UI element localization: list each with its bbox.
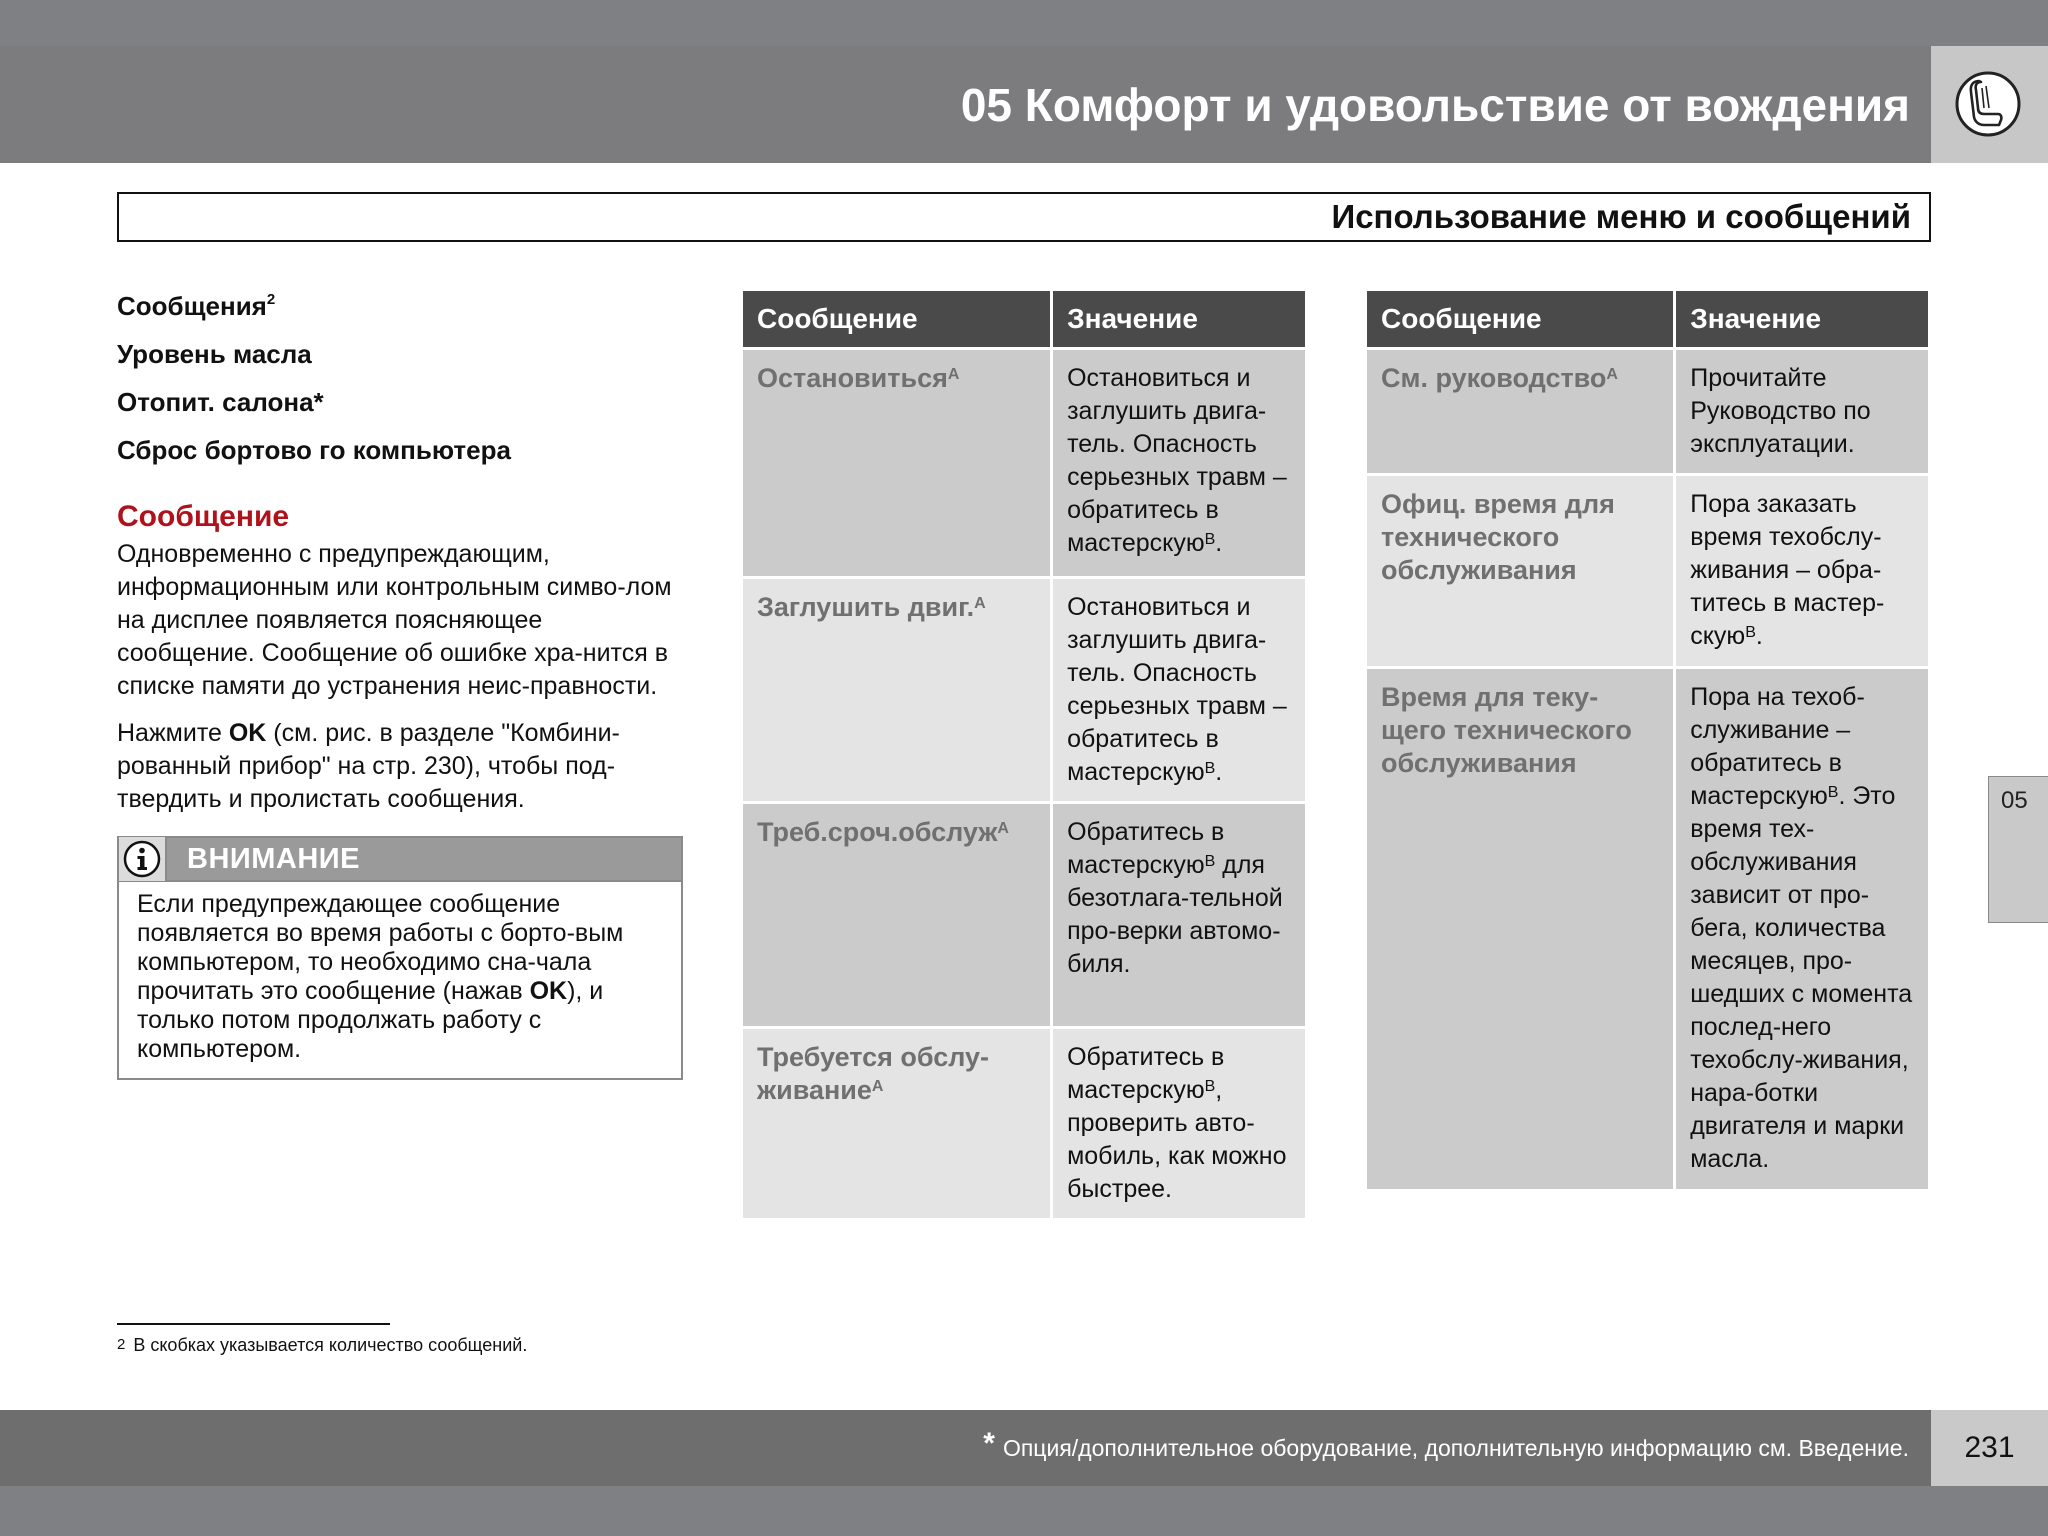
table-row: [743, 1029, 1305, 1218]
message-cell: См. руководство$^A$: [1367, 350, 1673, 473]
message-cell: Офиц. время для технического обслуживания: [1367, 476, 1673, 666]
meaning-cell: Пора на техоб-служивание – обратитесь в мастерскую$^B$. Это время тех-обслуживания зависит от про-бега, количества месяцев, про-шедших с момента послед-него техобслу-живания, нара-ботки двигателя и марки масла.: [1676, 669, 1928, 1189]
menu-item-trip-computer-reset: [117, 430, 683, 478]
message-cell: Заглушить двиг.$^A$: [743, 579, 1050, 801]
column-header-message: Сообщение: [1367, 291, 1673, 347]
top-strip: [0, 0, 2048, 46]
message-cell: Требуется обслу-живание$^A$: [743, 1029, 1050, 1218]
page-number-box: [1931, 1410, 2048, 1486]
ok-key: OK: [529, 977, 568, 1005]
footnote-ref: 2: [266, 291, 276, 308]
menu-list: [117, 286, 683, 478]
footer: [0, 1410, 1931, 1486]
bottom-strip: [0, 1486, 2048, 1536]
table-row: [743, 350, 1305, 576]
message-cell: Треб.сроч.обслуж$^A$: [743, 804, 1050, 1026]
footnote-divider: [117, 1323, 390, 1325]
asterisk: *: [983, 1427, 995, 1460]
seat-icon: [1954, 70, 2022, 138]
info-icon: [123, 840, 161, 878]
message-cell: Время для теку-щего технического обслуживания: [1367, 669, 1673, 1189]
message-instructions: Нажмите OK (см. рис. в разделе "Комбини-рованный прибор" на стр. 230), чтобы под-твердить и пролистать сообщения.: [117, 719, 620, 813]
footnote: [117, 1333, 527, 1359]
column-header-message: Сообщение: [743, 291, 1050, 347]
message-cell: Остановиться$^A$: [743, 350, 1050, 576]
messages-table-left: [740, 288, 1308, 1221]
table-row: [743, 579, 1305, 801]
menu-item-oil-level: [117, 334, 683, 382]
page-number: 231: [1964, 1431, 2015, 1464]
column-header-meaning: Значение: [1676, 291, 1928, 347]
menu-item-label: Сообщения: [117, 291, 267, 321]
messages-table-right: [1364, 288, 1931, 1192]
meaning-cell: Остановиться и заглушить двига-тель. Опасность серьезных травм – обратитесь в мастерскую$^B$.: [1053, 579, 1305, 801]
chapter-header: [0, 46, 1931, 163]
ok-key: OK: [228, 719, 267, 747]
table-row: [743, 804, 1305, 1026]
message-description: Одновременно с предупреждающим, информационным или контрольным симво-лом на дисплее появляется поясняющее сообщение. Сообщение об ошибке хра-нится в списке памяти до устранения неис-правности.: [117, 540, 672, 700]
footnote-text: В скобках указывается количество сообщений.: [133, 1335, 528, 1355]
table-row: [1367, 669, 1928, 1189]
chapter-title: 05 Комфорт и удовольствие от вождения: [960, 78, 1910, 131]
warning-header: [119, 838, 681, 882]
meaning-cell: Обратитесь в мастерскую$^B$, проверить авто-мобиль, как можно быстрее.: [1053, 1029, 1305, 1218]
footnote-number: 2: [117, 1336, 126, 1353]
chapter-icon-box: [1931, 46, 2048, 163]
menu-item-label: Отопит. салона*: [117, 387, 324, 417]
menu-item-cabin-heater: [117, 382, 683, 430]
footer-note: * Опция/дополнительное оборудование, дополнительную информацию см. Введение.: [983, 1427, 1909, 1461]
warning-text: Если предупреждающее сообщение появляется во время работы с борто-вым компьютером, то необходимо сна-чала прочитать это сообщение (нажав OK), и только потом продолжать работу с компьютером.: [137, 890, 624, 1063]
left-column: [117, 286, 683, 1080]
meaning-cell: Прочитайте Руководство по эксплуатации.: [1676, 350, 1928, 473]
section-title: Использование меню и сообщений: [117, 192, 1931, 242]
meaning-cell: Пора заказать время техобслу-живания – обра-титесь в мастер-скую$^B$.: [1676, 476, 1928, 666]
menu-item-label: Уровень масла: [117, 339, 312, 369]
chapter-tab[interactable]: 05: [1988, 776, 2048, 923]
column-header-meaning: Значение: [1053, 291, 1305, 347]
menu-item-label: Сброс бортово го компьютера: [117, 435, 511, 465]
table-row: [1367, 476, 1928, 666]
warning-box: [117, 836, 683, 1080]
message-heading: Сообщение: [117, 500, 290, 533]
meaning-cell: Обратитесь в мастерскую$^B$ для безотлага-тельной про-верки автомо-биля.: [1053, 804, 1305, 1026]
meaning-cell: Остановиться и заглушить двига-тель. Опасность серьезных травм – обратитесь в мастерскую$^B$.: [1053, 350, 1305, 576]
menu-item-messages: [117, 286, 683, 334]
warning-title: ВНИМАНИЕ: [187, 842, 360, 875]
table-row: [1367, 350, 1928, 473]
